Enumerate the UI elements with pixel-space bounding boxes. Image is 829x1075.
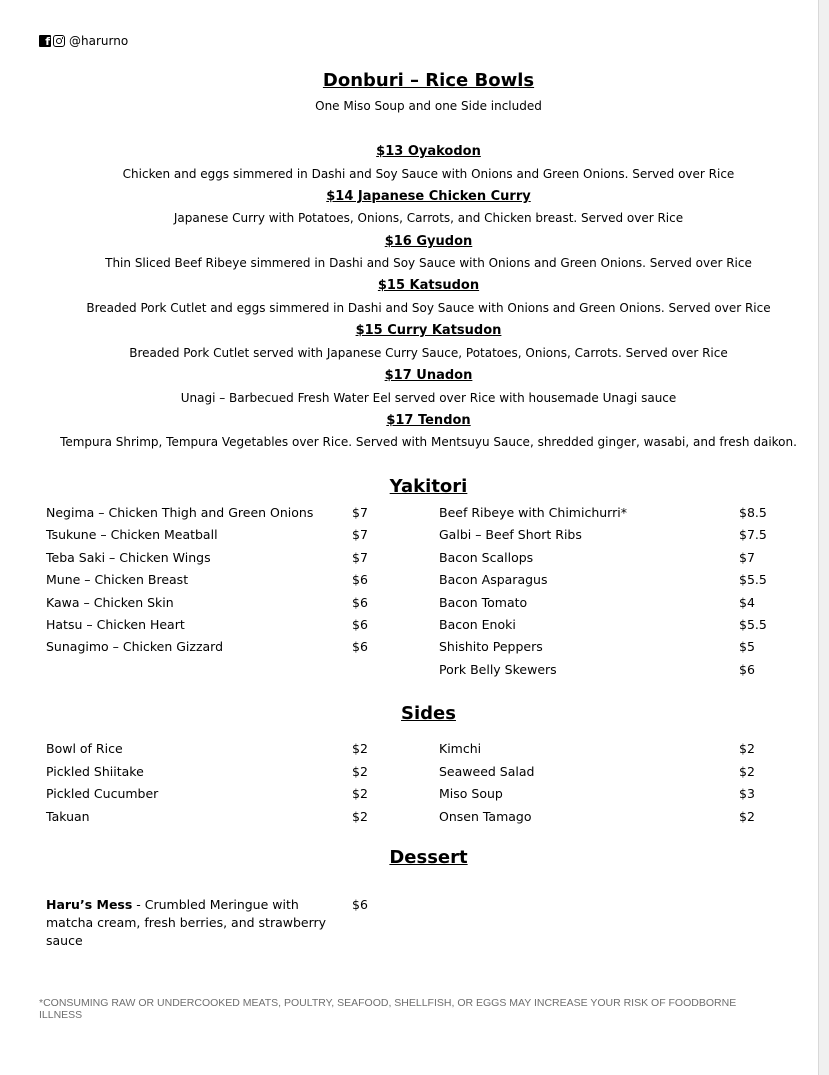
yakitori-item-name: Shishito Peppers [439,639,543,654]
yakitori-item-name: Galbi – Beef Short Ribs [439,527,582,542]
dessert-item-name: Haru’s Mess [46,897,133,912]
dessert-item-desc: - Crumbled Meringue with matcha cream, fresh berries, and strawberry sauce [46,897,327,948]
yakitori-item-price: $5.5 [739,572,767,587]
sides-title: Sides [401,703,456,724]
disclaimer-note: *CONSUMING RAW OR UNDERCOOKED MEATS, POULTRY, SEAFOOD, SHELLFISH, OR EGGS MAY INCREASE YOUR RISK OF FOODBORNE ILLNESS [39,997,737,1021]
donburi-item-title: $17 Unadon [384,368,473,383]
side-item-name: Seaweed Salad [439,764,535,779]
donburi-item-desc: Japanese Curry with Potatoes, Onions, Carrots, and Chicken breast. Served over Rice [173,211,684,225]
dessert-title: Dessert [389,847,468,868]
side-item-name: Miso Soup [439,786,503,801]
yakitori-item-name: Negima – Chicken Thigh and Green Onions [46,505,314,520]
donburi-item-title: $13 Oyakodon [376,144,481,159]
side-item-name: Bowl of Rice [46,741,123,756]
yakitori-item-name: Kawa – Chicken Skin [46,595,174,610]
donburi-item-desc: Breaded Pork Cutlet served with Japanese Curry Sauce, Potatoes, Onions, Carrots. Served over Rice [129,346,728,360]
donburi-item-desc: Breaded Pork Cutlet and eggs simmered in Dashi and Soy Sauce with Onions and Green Onions. Served over Rice [86,301,771,315]
dessert-item-price: $6 [352,897,368,912]
yakitori-item-price: $6 [352,572,368,587]
yakitori-item-price: $4 [739,595,755,610]
yakitori-item-name: Bacon Enoki [439,617,516,632]
side-item-price: $2 [739,809,755,824]
side-item-name: Onsen Tamago [439,809,532,824]
side-item-price: $2 [352,786,368,801]
yakitori-item-price: $5 [739,639,755,654]
side-item-price: $2 [739,741,755,756]
yakitori-item-price: $6 [352,639,368,654]
yakitori-item-price: $6 [739,662,755,677]
yakitori-item-name: Hatsu – Chicken Heart [46,617,185,632]
yakitori-item-name: Beef Ribeye with Chimichurri* [439,505,627,520]
side-item-price: $2 [352,741,368,756]
yakitori-item-name: Pork Belly Skewers [439,662,557,677]
donburi-item-desc: Thin Sliced Beef Ribeye simmered in Dashi and Soy Sauce with Onions and Green Onions. Served over Rice [105,256,752,270]
social-links [39,34,128,48]
yakitori-item-price: $6 [352,617,368,632]
yakitori-item-price: $6 [352,595,368,610]
yakitori-title: Yakitori [389,476,468,497]
dessert-item [46,896,346,950]
yakitori-item-name: Teba Saki – Chicken Wings [46,550,211,565]
yakitori-item-price: $7 [352,550,368,565]
donburi-item-desc: Chicken and eggs simmered in Dashi and Soy Sauce with Onions and Green Onions. Served over Rice [122,167,735,181]
social-handle: @harurno [69,34,129,48]
donburi-item-title: $15 Katsudon [377,278,480,293]
page-right-border [818,0,829,1075]
donburi-item-title: $15 Curry Katsudon [355,323,502,338]
donburi-title: Donburi – Rice Bowls [322,70,535,91]
donburi-item-title: $16 Gyudon [384,234,473,249]
yakitori-item-name: Sunagimo – Chicken Gizzard [46,639,224,654]
yakitori-item-price: $5.5 [739,617,767,632]
yakitori-item-price: $7 [352,527,368,542]
side-item-name: Kimchi [439,741,482,756]
yakitori-item-name: Bacon Asparagus [439,572,548,587]
donburi-subtitle: One Miso Soup and one Side included [315,99,542,113]
yakitori-item-name: Mune – Chicken Breast [46,572,189,587]
yakitori-item-price: $8.5 [739,505,767,520]
side-item-name: Pickled Shiitake [46,764,144,779]
side-item-price: $2 [352,764,368,779]
yakitori-item-name: Bacon Scallops [439,550,534,565]
donburi-item-title: $14 Japanese Chicken Curry [326,189,531,204]
yakitori-item-name: Tsukune – Chicken Meatball [46,527,218,542]
yakitori-item-price: $7.5 [739,527,767,542]
side-item-price: $2 [352,809,368,824]
donburi-item-title: $17 Tendon [386,413,471,428]
donburi-item-desc: Unagi – Barbecued Fresh Water Eel served over Rice with housemade Unagi sauce [180,391,677,405]
yakitori-item-price: $7 [739,550,755,565]
donburi-item-desc: Tempura Shrimp, Tempura Vegetables over Rice. Served with Mentsuyu Sauce, shredded ginger, wasabi, and fresh daikon. [60,435,797,449]
side-item-name: Pickled Cucumber [46,786,159,801]
facebook-icon[interactable]: f [39,35,51,47]
instagram-icon[interactable] [53,35,65,47]
yakitori-item-name: Bacon Tomato [439,595,528,610]
side-item-price: $2 [739,764,755,779]
side-item-name: Takuan [46,809,90,824]
yakitori-item-price: $7 [352,505,368,520]
side-item-price: $3 [739,786,755,801]
